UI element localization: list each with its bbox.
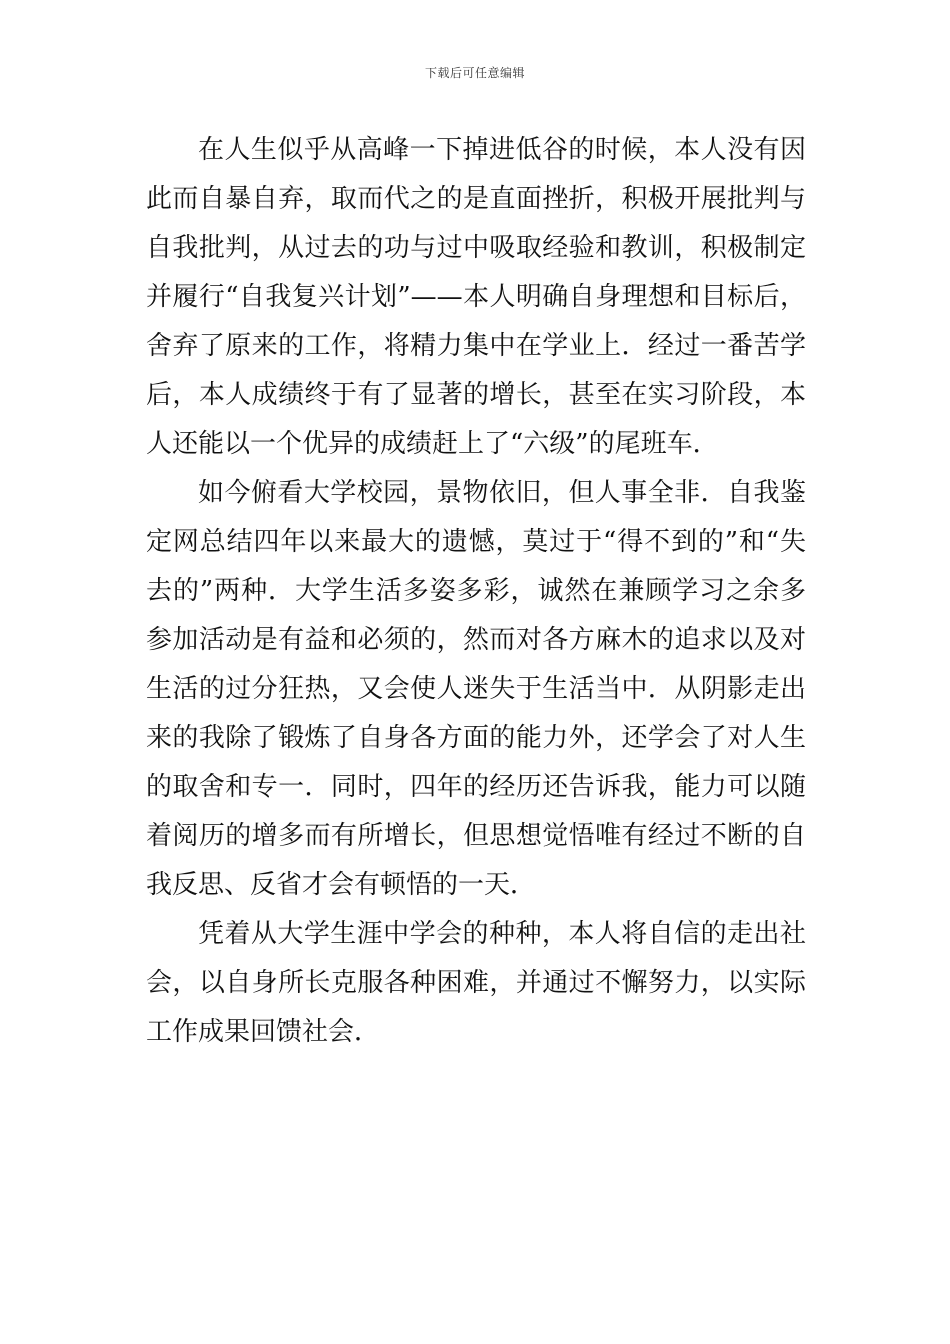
paragraph-3: 凭着从大学生涯中学会的种种，本人将自信的走出社会，以自身所长克服各种困难，并通过不懈努力，以实际工作成果回馈社会． <box>146 919 806 1047</box>
document-body <box>146 126 806 1057</box>
paragraph-2: 如今俯看大学校园，景物依旧，但人事全非．自我鉴定网总结四年以来最大的遗憾，莫过于“得不到的”和“失去的”两种．大学生活多姿多彩，诚然在兼顾学习之余多参加活动是有益和必须的，然而对各方麻木的追求以及对生活的过分狂热，又会使人迷失于生活当中．从阴影走出来的我除了锻炼了自身各方面的能力外，还学会了对人生的取舍和专一．同时，四年的经历还告诉我，能力可以随着阅历的增多而有所增长，但思想觉悟唯有经过不断的自我反思、反省才会有顿悟的一天． <box>146 478 806 900</box>
paragraph-1: 在人生似乎从高峰一下掉进低谷的时候，本人没有因此而自暴自弃，取而代之的是直面挫折，积极开展批判与自我批判，从过去的功与过中吸取经验和教训，积极制定并履行“自我复兴计划”——本人明确自身理想和目标后，舍弃了原来的工作，将精力集中在学业上．经过一番苦学后，本人成绩终于有了显著的增长，甚至在实习阶段，本人还能以一个优异的成绩赶上了“六级”的尾班车． <box>146 135 806 459</box>
page-header-note: 下载后可任意编辑 <box>424 66 525 80</box>
